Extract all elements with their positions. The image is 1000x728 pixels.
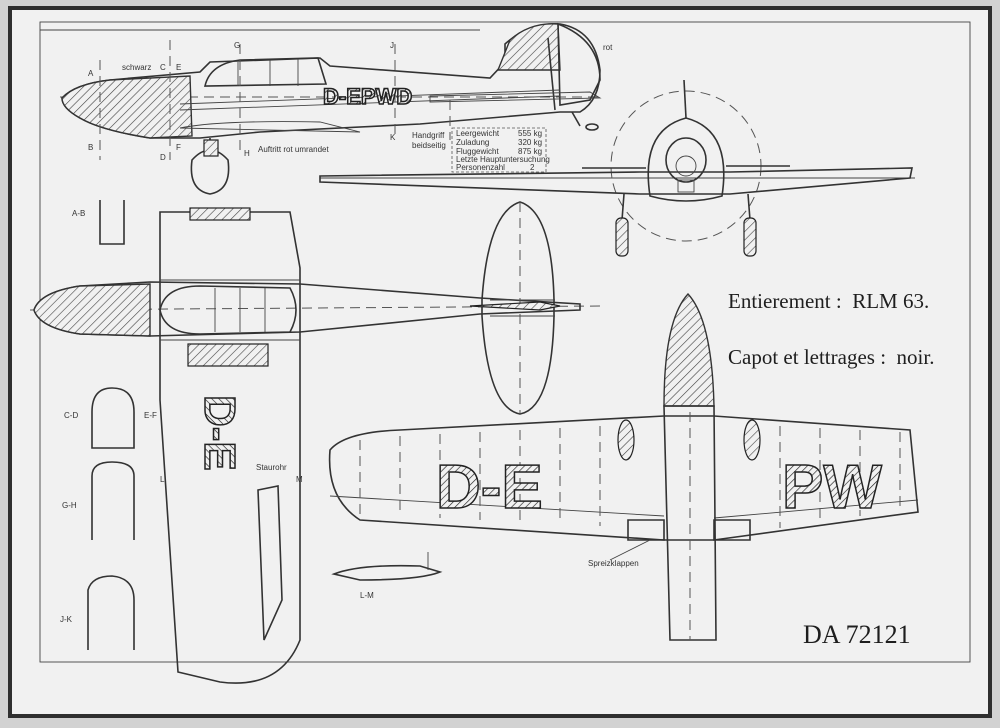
section-gh-profile: [92, 462, 134, 540]
side-wheel: [191, 150, 228, 194]
weights-row-value: 875 kg: [518, 147, 543, 156]
section-lm-label: L-M: [360, 591, 374, 600]
front-right-wheel: [744, 218, 756, 256]
color-note-line2: Capot et lettrages : noir.: [728, 345, 935, 369]
top-view: [30, 202, 600, 683]
front-fuselage: [648, 118, 724, 201]
label-staurohr: Staurohr: [256, 463, 287, 472]
label-spreizklappen: Spreizklappen: [588, 559, 639, 568]
front-wing: [320, 168, 912, 194]
station-j-label: J: [390, 41, 394, 50]
station-l-label: L: [160, 475, 165, 484]
section-lm-profile: [334, 566, 440, 580]
drawing-reference-number: DA 72121: [803, 620, 911, 649]
side-registration: D-EPWD: [323, 84, 413, 109]
station-b-label: B: [88, 143, 94, 152]
label-handgriff: Handgriff: [412, 131, 445, 140]
section-jk-profile: [88, 576, 134, 650]
label-rot: rot: [603, 43, 613, 52]
station-g-label: G: [234, 41, 241, 50]
top-canopy: [160, 286, 296, 334]
weights-table: [452, 128, 550, 172]
weights-row-value: 555 kg: [518, 129, 543, 138]
bottom-cowling: [664, 294, 714, 406]
section-ab-profile: [100, 200, 124, 244]
top-wing-registration: D-E: [195, 395, 244, 471]
weights-row-value: 2: [530, 163, 535, 172]
color-note-line1: Entierement : RLM 63.: [728, 289, 930, 313]
station-h-label: H: [244, 149, 250, 158]
weights-row-label: Letzte Hauptuntersuchung: [456, 155, 550, 164]
station-k-label: K: [390, 133, 396, 142]
front-left-wheel: [616, 218, 628, 256]
weights-row-label: Zuladung: [456, 138, 490, 147]
section-profiles: [60, 200, 440, 650]
weights-row-label: Personenzahl: [456, 163, 505, 172]
station-a-label: A: [88, 69, 94, 78]
section-jk-label: J-K: [60, 615, 72, 624]
weights-row-label: Leergewicht: [456, 129, 500, 138]
side-view: [60, 24, 613, 194]
label-beidseitig: beidseitig: [412, 141, 446, 150]
station-e-label: E: [176, 63, 182, 72]
station-d-label: D: [160, 153, 166, 162]
left-wheel-well: [618, 420, 634, 460]
station-f-label: F: [176, 143, 181, 152]
weights-row-value: 320 kg: [518, 138, 543, 147]
top-cowling: [34, 284, 150, 336]
weights-row-label: Fluggewicht: [456, 147, 499, 156]
section-gh-label: G-H: [62, 501, 77, 510]
bottom-registration-right: PW: [782, 453, 882, 522]
section-ab-label: A-B: [72, 209, 86, 218]
station-m-label: M: [296, 475, 303, 484]
right-wheel-well: [744, 420, 760, 460]
label-schwarz: schwarz: [122, 63, 152, 72]
section-cd-label: C-D: [64, 411, 79, 420]
station-c-label: C: [160, 63, 166, 72]
label-auftritt: Auftritt rot umrandet: [258, 145, 329, 154]
section-ef-label: E-F: [144, 411, 157, 420]
bottom-registration-left: D-E: [436, 453, 543, 522]
section-cd-ef-profile: [92, 388, 134, 448]
